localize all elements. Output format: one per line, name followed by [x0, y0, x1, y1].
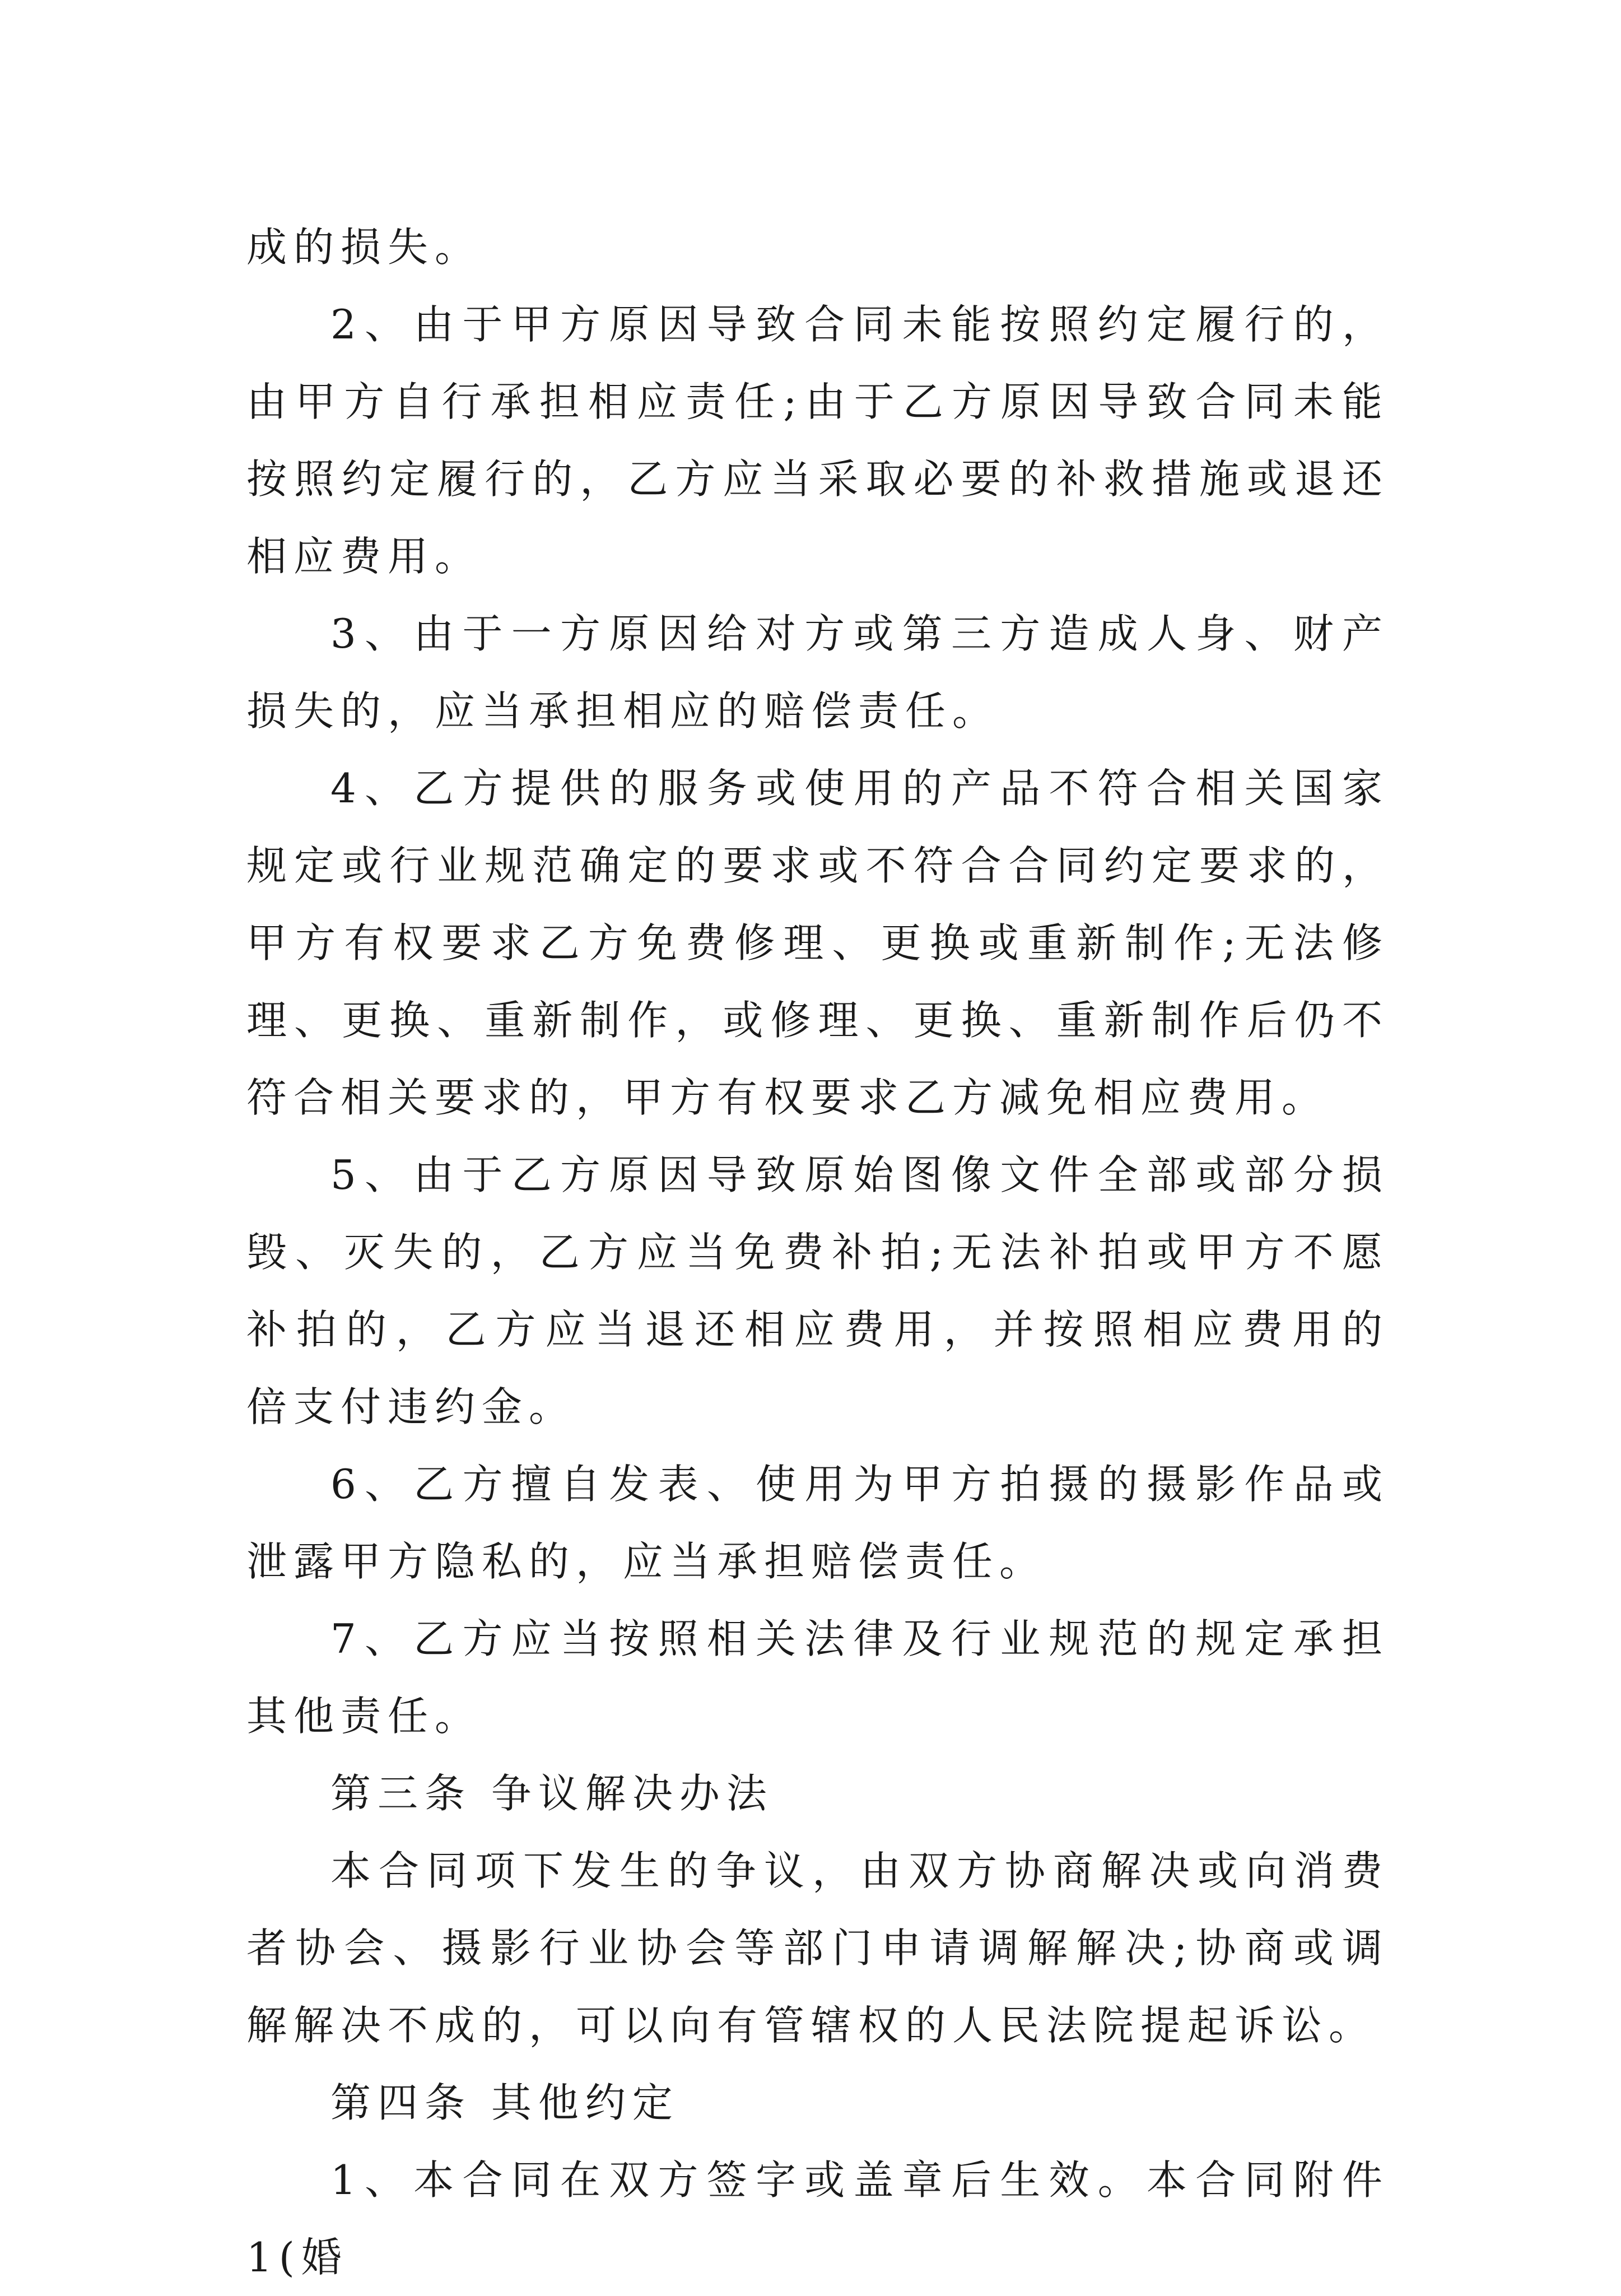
- paragraph-dispute-resolution: 本合同项下发生的争议，由双方协商解决或向消费者协会、摄影行业协会等部门申请调解解决;协商或调解解决不成的，可以向有管辖权的人民法院提起诉讼。: [246, 1847, 1389, 2049]
- paragraph-clause-6: 6、乙方擅自发表、使用为甲方拍摄的摄影作品或泄露甲方隐私的，应当承担赔偿责任。: [246, 1461, 1389, 1585]
- section-heading-dispute-resolution: 第三条 争议解决办法: [330, 1770, 774, 1817]
- paragraph-clause-3: 3、由于一方原因给对方或第三方造成人身、财产损失的，应当承担相应的赔偿责任。: [246, 610, 1389, 735]
- paragraph-loss-continuation: 成的损失。: [246, 224, 482, 271]
- paragraph-clause-4: 4、乙方提供的服务或使用的产品不符合相关国家规定或行业规范确定的要求或不符合合同约定要求的，甲方有权要求乙方免费修理、更换或重新制作;无法修理、更换、重新制作，或修理、更换、重新制作后仍不符合相关要求的，甲方有权要求乙方减免相应费用。: [246, 765, 1389, 1121]
- paragraph-clause-5: 5、由于乙方原因导致原始图像文件全部或部分损毁、灭失的，乙方应当免费补拍;无法补拍或甲方不愿补拍的，乙方应当退还相应费用，并按照相应费用的 倍支付违约金。: [246, 1151, 1389, 1430]
- paragraph-other-clause-1: 1、本合同在双方签字或盖章后生效。本合同附件1(婚: [246, 2156, 1389, 2281]
- section-heading-other-agreements: 第四条 其他约定: [330, 2079, 679, 2126]
- document-body: [246, 208, 1389, 2296]
- paragraph-clause-2: 2、由于甲方原因导致合同未能按照约定履行的，由甲方自行承担相应责任;由于乙方原因导致合同未能按照约定履行的，乙方应当采取必要的补救措施或退还相应费用。: [246, 301, 1389, 580]
- paragraph-clause-7: 7、乙方应当按照相关法律及行业规范的规定承担其他责任。: [246, 1615, 1389, 1740]
